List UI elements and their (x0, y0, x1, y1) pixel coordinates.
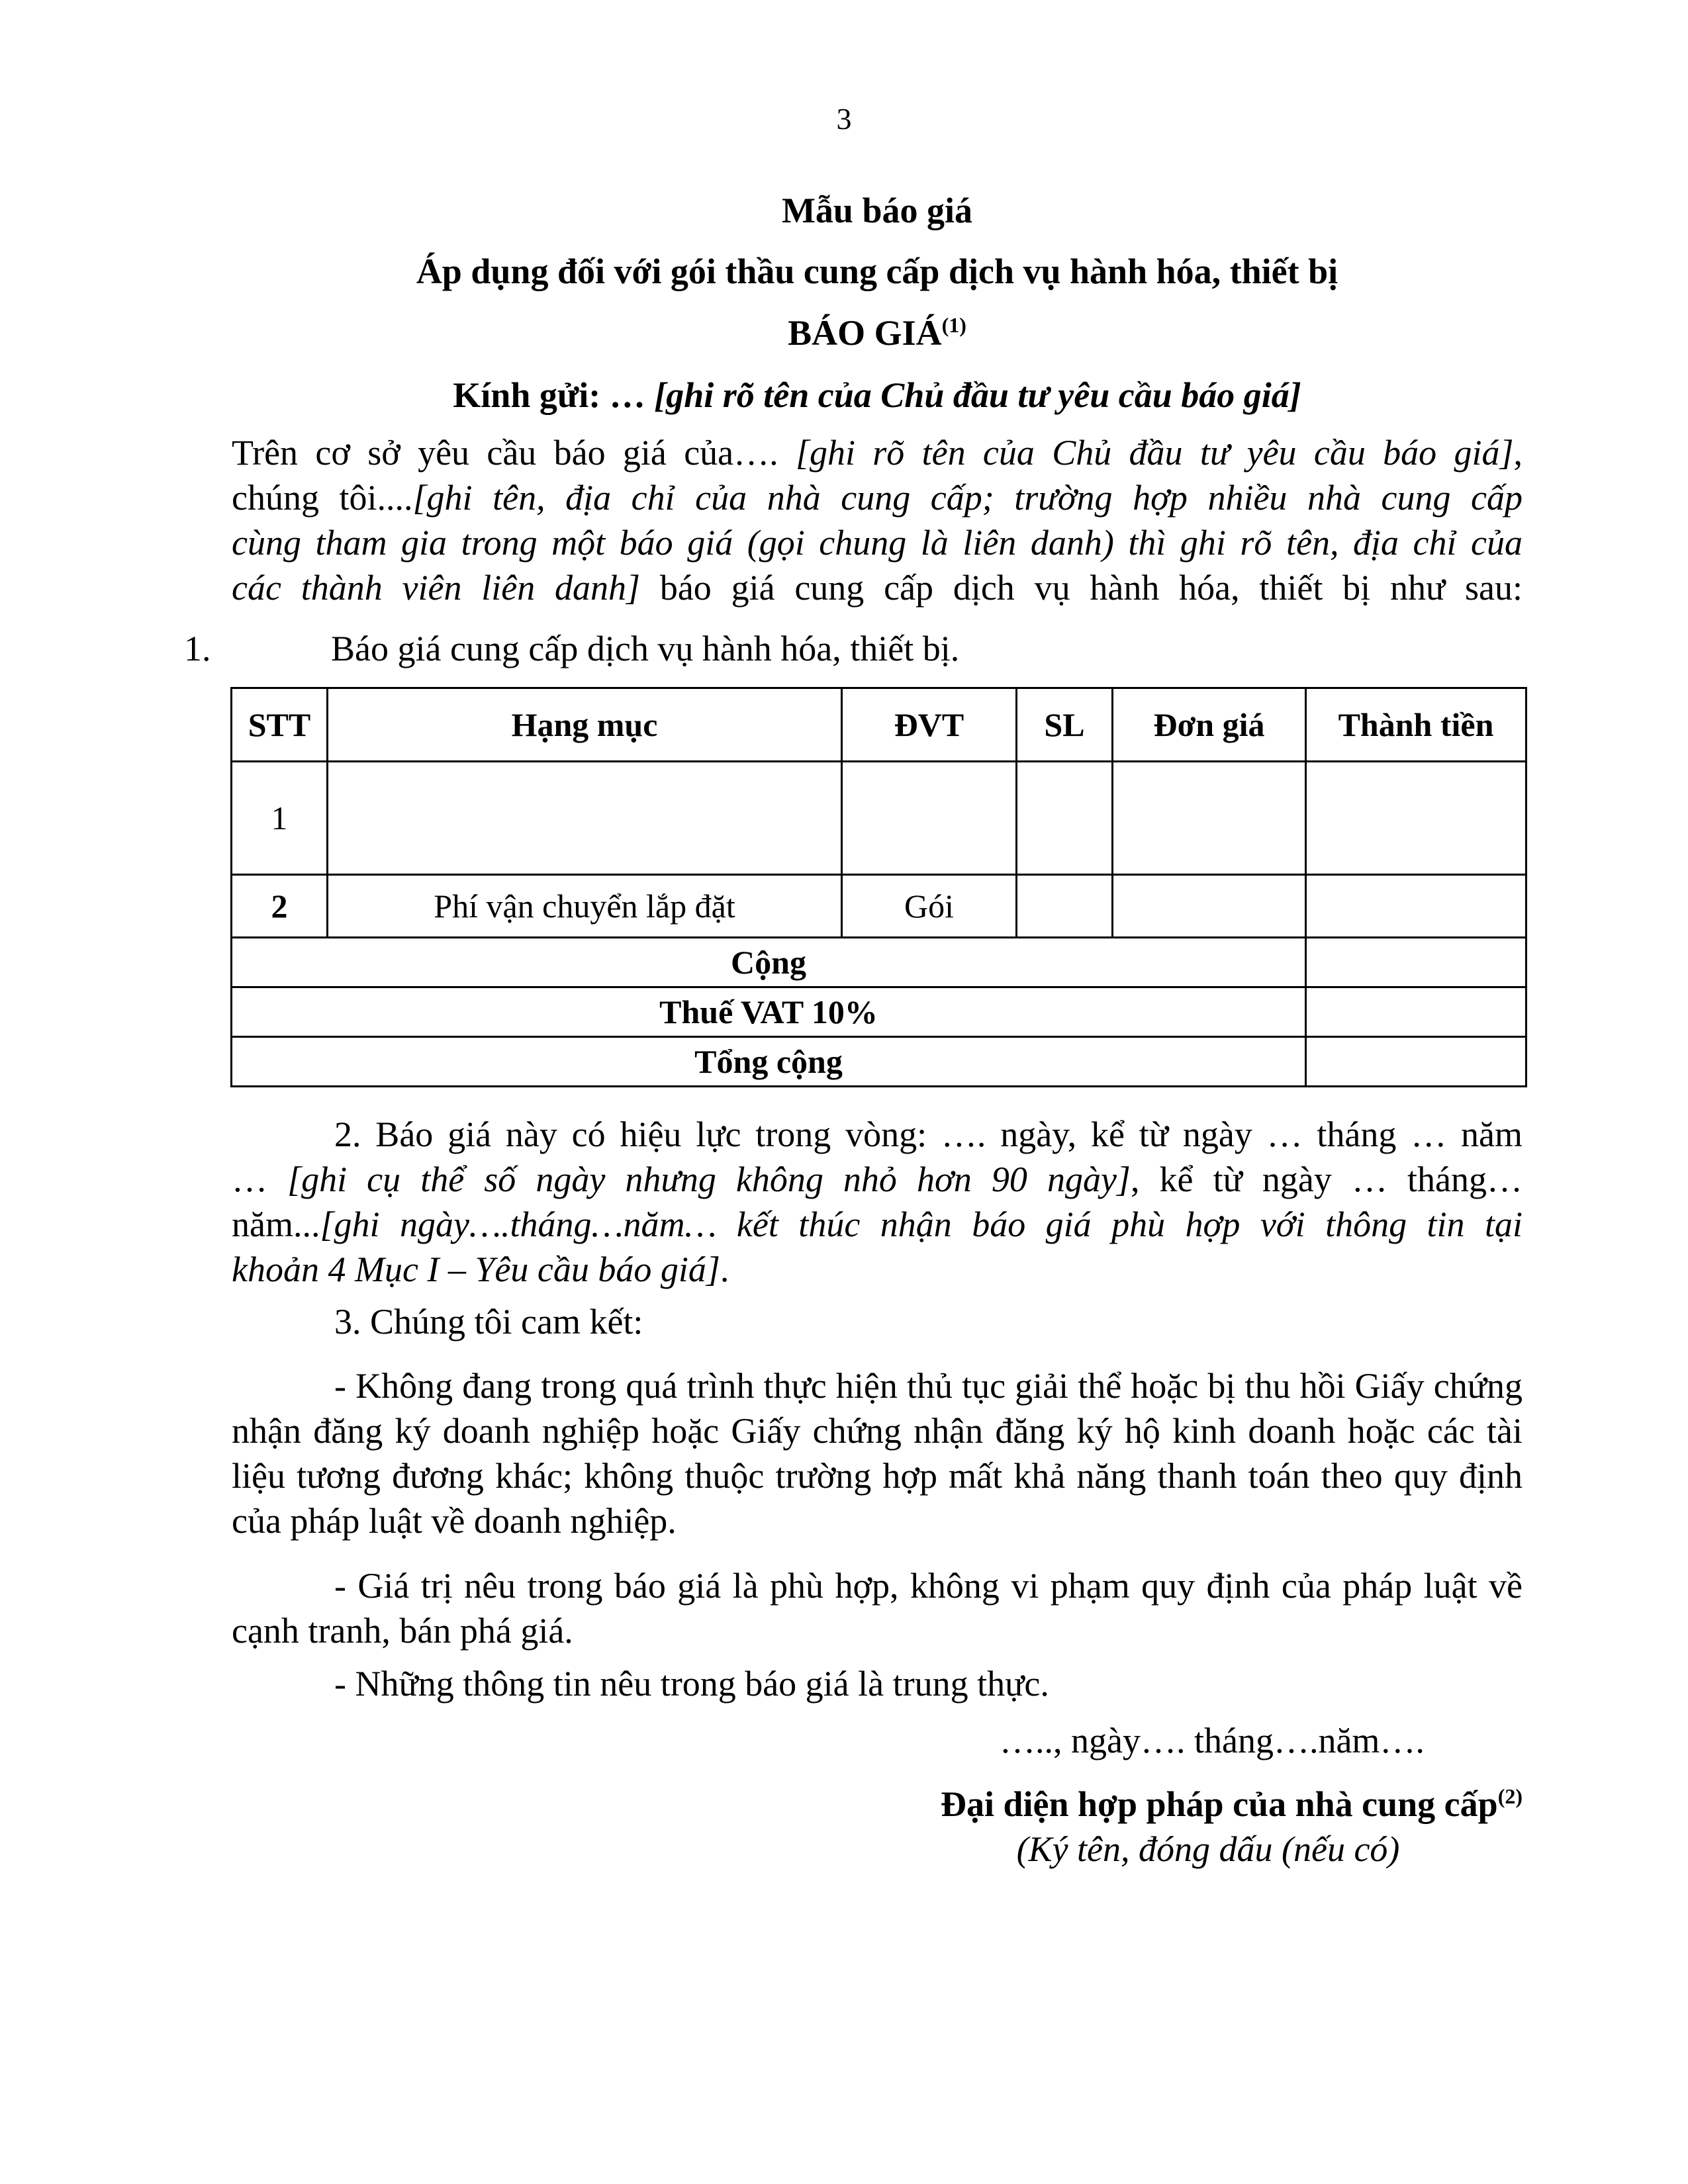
cell-stt: 2 (232, 875, 328, 938)
header-item: Hạng mục (328, 688, 842, 762)
commitment-1: - Không đang trong quá trình thực hiện thủ tục giải thể hoặc bị thu hồi Giấy chứng nhận đăng ký doanh nghiệp hoặc Giấy chứng nhận đăng ký hộ kinh doanh hoặc các tài liệu tương đương khác; không thuộc trường hợp mất khả năng thanh toán theo quy định của pháp luật về doanh nghiệp. (232, 1366, 1523, 1541)
date-line: ….., ngày…. tháng….năm…. (1000, 1721, 1425, 1760)
section-1-number: 1. (184, 629, 211, 668)
recipient-line: Kính gửi: … [ghi rõ tên của Chủ đầu tư yêu cầu báo giá] (453, 375, 1301, 415)
summary-row-total (232, 1037, 1526, 1087)
cell-qty (1017, 762, 1113, 875)
signer-title: Đại diện hợp pháp của nhà cung cấp$^{(2)}$ (940, 1784, 1523, 1824)
total-value (1306, 1037, 1526, 1087)
page-number: 3 (836, 102, 852, 136)
cell-qty (1017, 875, 1113, 938)
subtotal-label: Cộng (232, 938, 1306, 987)
cell-price (1113, 762, 1306, 875)
cell-item (328, 762, 842, 875)
table-header-row (232, 688, 1526, 762)
header-amount: Thành tiền (1306, 688, 1526, 762)
subtotal-value (1306, 938, 1526, 987)
table-row (232, 762, 1526, 875)
header-unit: ĐVT (842, 688, 1017, 762)
intro-paragraph: Trên cơ sở yêu cầu báo giá của…. [ghi rõ tên của Chủ đầu tư yêu cầu báo giá], chúng tôi....[ghi tên, địa chỉ của nhà cung cấp; trường hợp nhiều nhà cung cấp cùng tham gia trong một báo giá (gọi chung là liên danh) thì ghi rõ tên, địa chỉ của các thành viên liên danh] báo giá cung cấp dịch vụ hành hóa, thiết bị như sau: (232, 433, 1523, 608)
header-price: Đơn giá (1113, 688, 1306, 762)
quote-table (230, 687, 1527, 1087)
vat-label: Thuế VAT 10% (232, 987, 1306, 1037)
cell-unit: Gói (842, 875, 1017, 938)
form-subtitle: Áp dụng đối với gói thầu cung cấp dịch vụ hành hóa, thiết bị (416, 251, 1338, 291)
summary-row-subtotal (232, 938, 1526, 987)
footnote-ref-2: (2) (1497, 1784, 1523, 1808)
total-label: Tổng cộng (232, 1037, 1306, 1087)
commitment-3: - Những thông tin nêu trong báo giá là trung thực. (334, 1664, 1049, 1704)
document-title: BÁO GIÁ$^{(1)}$ (788, 313, 966, 353)
summary-row-vat (232, 987, 1526, 1037)
header-stt: STT (232, 688, 328, 762)
section-1-title: Báo giá cung cấp dịch vụ hành hóa, thiết bị. (331, 629, 960, 668)
footnote-ref-1: (1) (941, 313, 966, 337)
sign-instruction: (Ký tên, đóng dấu (nếu có) (1016, 1829, 1400, 1869)
cell-stt: 1 (232, 762, 328, 875)
form-title: Mẫu báo giá (781, 191, 973, 230)
cell-unit (842, 762, 1017, 875)
cell-amount (1306, 875, 1526, 938)
commitment-2: - Giá trị nêu trong báo giá là phù hợp, không vi phạm quy định của pháp luật về cạnh tranh, bán phá giá. (232, 1566, 1523, 1651)
section-3-title: 3. Chúng tôi cam kết: (334, 1302, 643, 1342)
vat-value (1306, 987, 1526, 1037)
table-row (232, 875, 1526, 938)
header-qty: SL (1017, 688, 1113, 762)
cell-item: Phí vận chuyển lắp đặt (328, 875, 842, 938)
section-2-paragraph: 2. Báo giá này có hiệu lực trong vòng: …. ngày, kể từ ngày … tháng … năm … [ghi cụ thể số ngày nhưng không nhỏ hơn 90 ngày], kể từ ngày … tháng… năm...[ghi ngày….tháng…năm… kết thúc nhận báo giá phù hợp với thông tin tại khoản 4 Mục I – Yêu cầu báo giá]. (232, 1115, 1523, 1289)
cell-price (1113, 875, 1306, 938)
cell-amount (1306, 762, 1526, 875)
